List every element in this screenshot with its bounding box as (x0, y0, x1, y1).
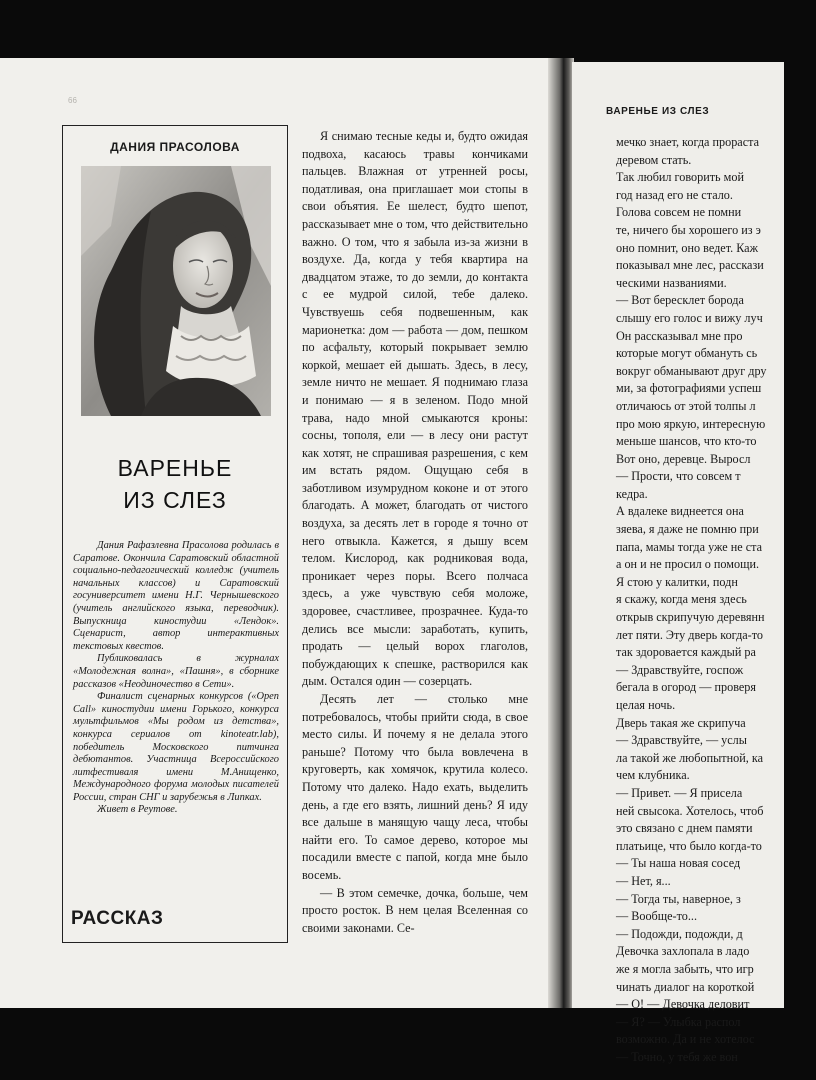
running-header: ВАРЕНЬЕ ИЗ СЛЕЗ (606, 106, 710, 117)
story-line: которые могут обмануть сь (616, 346, 758, 361)
story-line: зяева, я даже не помню при (616, 522, 759, 537)
story-line: Дверь такая же скрипуча (616, 715, 746, 730)
story-title (63, 452, 287, 516)
author-bio-box (62, 125, 288, 943)
author-name: ДАНИЯ ПРАСОЛОВА (110, 140, 240, 154)
story-line: чем клубника. (616, 768, 690, 783)
story-paragraph: Я снимаю тесные кеды и, будто ожидая подвоха, касаюсь травы кончиками пальцев. Влажная от утренней росы, податливая, она приглашает мои стопы в свои объятия. Ее шелест, будто шепот, рассказывает мне о том, что действительно важно. О том, что я забыла из-за жизни в воздухе. Да, когда у тебя квартира на двадцатом этаже, то до земли, до контакта с ее мудрой силой, тебе далеко. Чувствуешь себя подвешенным, как марионетка: дом — работа — дом, пешком по асфальту, который покрывает землю коркой, мешает ей дышать. Здесь, в лесу, земле ничто не мешает. Я поднимаю глаза и понимаю — я в зеленом. Подо мной трава, надо мной смыкаются кроны: сосны, тополя, ели — в лесу они растут как хотят, не спрашивая разрешения, с кем им встать рядом. Ощущаю себя в заботливом изумрудном коконе и от этого благодать. А может, благодать от чистого воздуха, за десять лет в городе я точно от него отвыкла. Кажется, я дышу всем телом. Кислород, как родниковая вода, проникает через поры. Всего полчаса здесь, а уже чувствую себя моложе, здоровее, счастливее, прозрачнее. Куда-то делись все мысли: заработать, купить, продать — целый ворох глаголов, побуждающих к спешке, растворился как дым. Остался один — созерцать. (302, 129, 528, 689)
story-line: — Вообще-то... (616, 909, 698, 924)
story-line: возможно. Да и не хотелос (616, 1032, 755, 1047)
story-line: — Здравствуйте, — услы (616, 733, 747, 748)
story-line: папа, мамы тогда уже не ста (616, 539, 763, 554)
story-line: Я стою у калитки, подн (616, 574, 738, 589)
story-line: Он рассказывал мне про (616, 328, 743, 343)
story-line: бегала в огород — проверя (616, 680, 757, 695)
bio-paragraph: Дания Рафазлевна Прасолова родилась в Саратове. Окончила Саратовский областной социально-педагогический колледж (учитель начальных классов) и Саратовский госуниверситет имени Н.Г. Чернышевского (учитель английского языка, переводчик). Выпускница киностудии «Лендок». Сценарист, автор интерактивных текстовых квестов. (73, 540, 279, 652)
bio-paragraph: Живет в Реутове. (97, 804, 178, 816)
story-line: — Я? — Улыбка распол (616, 1014, 741, 1029)
story-line: — О! — Девочка деловит (616, 997, 750, 1012)
story-line: те, ничего бы хорошего из э (616, 222, 761, 237)
author-photo (81, 166, 271, 416)
story-paragraph: — В этом семечке, дочка, больше, чем просто росток. В нем целая Вселенная со своими законами. Се- (302, 885, 528, 935)
story-line: слышу его голос и вижу луч (616, 310, 763, 325)
story-line: мечко знает, когда прораста (616, 135, 759, 149)
story-line: — Подожди, подожди, д (616, 926, 743, 941)
story-title-line-1: ВАРЕНЬЕ (117, 455, 233, 481)
author-bio (73, 540, 279, 817)
story-line: открыв скрипучую деревянн (616, 610, 765, 625)
story-line: ней свысока. Хотелось, чтоб (616, 803, 764, 818)
story-line: Вот оно, деревце. Выросл (616, 451, 751, 466)
story-line: А вдалеке виднеется она (616, 504, 744, 519)
story-title-line-2: ИЗ СЛЕЗ (123, 487, 227, 513)
right-page (572, 62, 784, 1064)
story-line: деревом стать. (616, 152, 692, 167)
story-line: — Точно, у тебя же вон (616, 1049, 738, 1064)
story-line: а он и не просил о помощи. (616, 557, 760, 572)
story-line: же я могла забыть, что игр (616, 961, 754, 976)
story-line: вокруг обманывают друг дру (616, 363, 767, 378)
story-body-right (616, 134, 816, 1066)
story-line: Так любил говорить мой (616, 170, 744, 185)
story-line: лет пяти. Эту дверь когда-то (616, 627, 763, 642)
story-line: год назад его не стало. (616, 187, 733, 202)
story-line: ми, за фотографиями успеш (616, 381, 762, 396)
story-line: ла такой же любопытной, ка (616, 750, 763, 765)
bio-paragraph: Публиковалась в журналах «Молодежная волна», «Пашня», в сборнике рассказов «Неодиночество в Сети». (73, 653, 279, 690)
story-line: кедра. (616, 486, 648, 501)
section-label: РАССКАЗ (71, 908, 164, 929)
bio-paragraph: Финалист сценарных конкурсов («Open Call» киностудии имени Горького, конкурса мультфильмов «Мы родом из детства», конкурса сериалов от kinoteatr.lab), победитель Московского питчинга дебютантов. Участница Всероссийского литфестиваля имени М.Анищенко, Международного форума молодых писателей России, стран СНГ и зарубежья в Липках. (73, 691, 279, 803)
story-line: отличаюсь от этой толпы л (616, 398, 756, 413)
story-line: это связано с днем памяти (616, 821, 753, 836)
story-line: — Ты наша новая сосед (616, 856, 741, 871)
story-line: Голова совсем не помни (616, 205, 742, 220)
story-line: целая ночь. (616, 698, 676, 712)
story-line: Девочка захлопала в ладо (616, 944, 750, 959)
story-line: — Привет. — Я присела (616, 785, 743, 800)
story-paragraph: Десять лет — столько мне потребовалось, чтобы прийти сюда, в свое место силы. И почему я не делала этого раньше? Потому что была вовлечена в круговерть, как хомячок, крутила колесо. Потому что далеко. Надо ехать, выделить день, а где его взять, лишний день? Я иду все дальше в манящую чащу леса, чтобы найти его. То самое дерево, которое мы посадили вместе с папой, когда мне было восемь. (302, 692, 528, 882)
story-line: показывал мне лес, расскази (616, 258, 764, 273)
story-line: — Тогда ты, навeрное, з (616, 891, 741, 906)
story-line: про мою яркую, интересную (616, 416, 766, 431)
story-line: — Прости, что совсем т (616, 469, 741, 484)
book-gutter (548, 58, 574, 1008)
story-line: — Вот бересклет борода (616, 293, 744, 308)
story-line: оно помнит, оно ведет. Каж (616, 240, 758, 255)
left-faint-page-number: 66 (68, 96, 77, 105)
story-line: — Нет, я... (616, 873, 671, 888)
story-line: так здоровается каждый ра (616, 645, 756, 660)
story-body-left (302, 128, 528, 937)
author-portrait-image (81, 166, 271, 416)
story-line: я скажу, когда меня здесь (616, 592, 747, 607)
story-line: ческими названиями. (616, 275, 727, 290)
story-line: меньше шансов, что кто-то (616, 434, 757, 449)
story-line: платьице, что было когда-то (616, 838, 762, 853)
story-line: — Здравствуйте, госпож (616, 662, 744, 677)
story-line: чинать диалог на короткой (616, 979, 755, 994)
